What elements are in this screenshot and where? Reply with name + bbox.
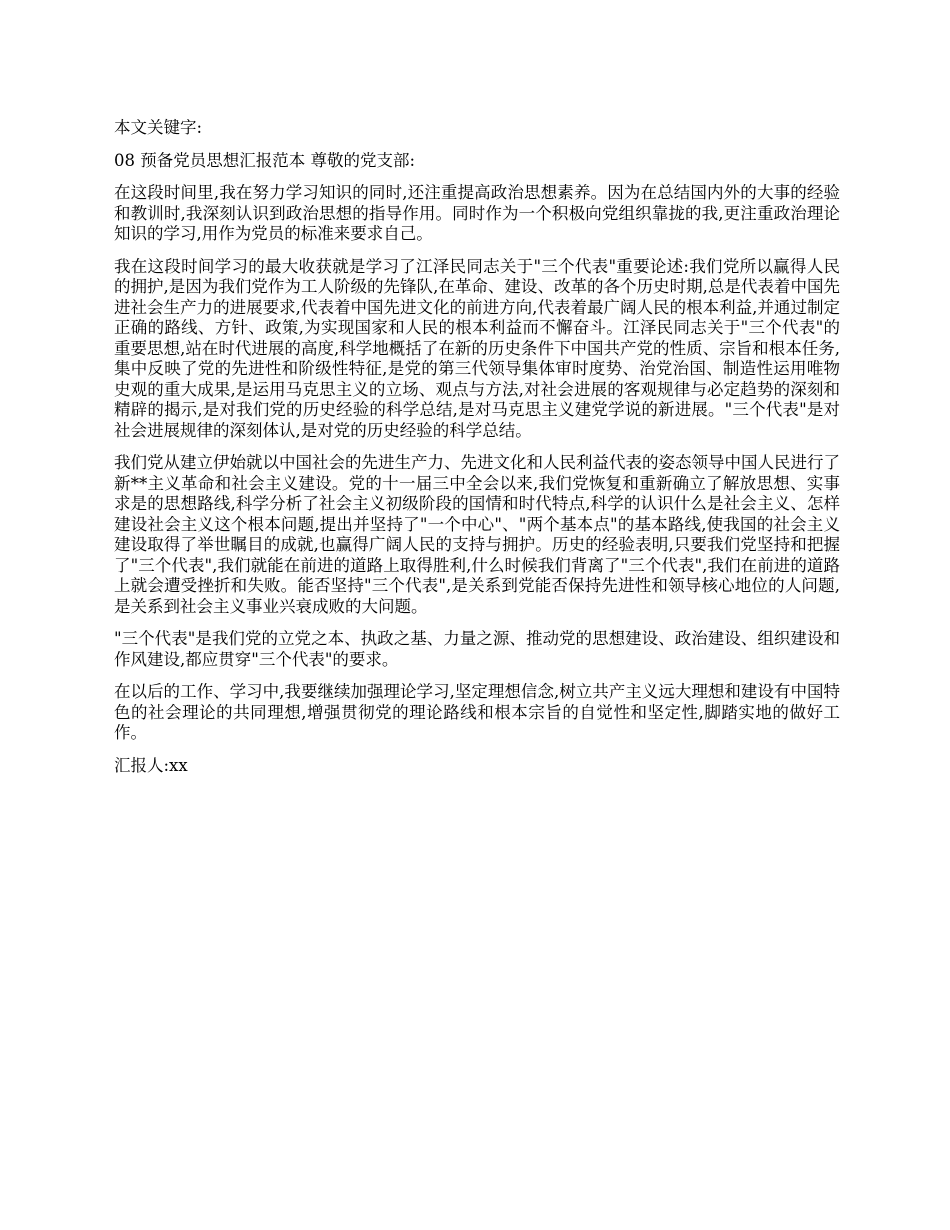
body-paragraph-1: 在这段时间里,我在努力学习知识的同时,还注重提高政治思想素养。因为在总结国内外的大事的经验和教训时,我深刻认识到政治思想的指导作用。同时作为一个积极向党组织靠拢的我,更注重政治理论知识的学习,用作为党员的标准来要求自己。 bbox=[114, 183, 840, 243]
body-paragraph-4: "三个代表"是我们党的立党之本、执政之基、力量之源、推动党的思想建设、政治建设、组织建设和作风建设,都应贯穿"三个代表"的要求。 bbox=[114, 629, 840, 669]
body-paragraph-2: 我在这段时间学习的最大收获就是学习了江泽民同志关于"三个代表"重要论述:我们党所以赢得人民的拥护,是因为我们党作为工人阶级的先锋队,在革命、建设、改革的各个历史时期,总是代表着中国先进社会生产力的进展要求,代表着中国先进文化的前进方向,代表着最广阔人民的根本利益,并通过制定正确的路线、方针、政策,为实现国家和人民的根本利益而不懈奋斗。江泽民同志关于"三个代表"的重要思想,站在时代进展的高度,科学地概括了在新的历史条件下中国共产党的性质、宗旨和根本任务,集中反映了党的先进性和阶级性特征,是党的第三代领导集体审时度势、治党治国、制造性运用唯物史观的重大成果,是运用马克思主义的立场、观点与方法,对社会进展的客观规律与必定趋势的深刻和精辟的揭示,是对我们党的历史经验的科学总结,是对马克思主义建党学说的新进展。"三个代表"是对社会进展规律的深刻体认,是对党的历史经验的科学总结。 bbox=[114, 256, 840, 440]
keywords-label: 本文关键字: bbox=[114, 118, 203, 137]
document-page bbox=[114, 118, 840, 788]
signature-line: 汇报人:xx bbox=[114, 755, 188, 775]
document-title-line: 08 预备党员思想汇报范本 尊敬的党支部: bbox=[114, 150, 416, 170]
body-paragraph-3: 我们党从建立伊始就以中国社会的先进生产力、先进文化和人民利益代表的姿态领导中国人民进行了新**主义革命和社会主义建设。党的十一届三中全会以来,我们党恢复和重新确立了解放思想、实事求是的思想路线,科学分析了社会主义初级阶段的国情和时代特点,科学的认识什么是社会主义、怎样建设社会主义这个根本问题,提出并坚持了"一个中心"、"两个基本点"的基本路线,使我国的社会主义建设取得了举世瞩目的成就,也赢得广阔人民的支持与拥护。历史的经验表明,只要我们党坚持和把握了"三个代表",我们就能在前进的道路上取得胜利,什么时候我们背离了"三个代表",我们在前进的道路上就会遭受挫折和失败。能否坚持"三个代表",是关系到党能否保持先进性和领导核心地位的人问题,是关系到社会主义事业兴衰成败的大问题。 bbox=[114, 453, 840, 616]
body-paragraph-5: 在以后的工作、学习中,我要继续加强理论学习,坚定理想信念,树立共产主义远大理想和建设有中国特色的社会理论的共同理想,增强贯彻党的理论路线和根本宗旨的自觉性和坚定性,脚踏实地的做好工作。 bbox=[114, 682, 840, 742]
